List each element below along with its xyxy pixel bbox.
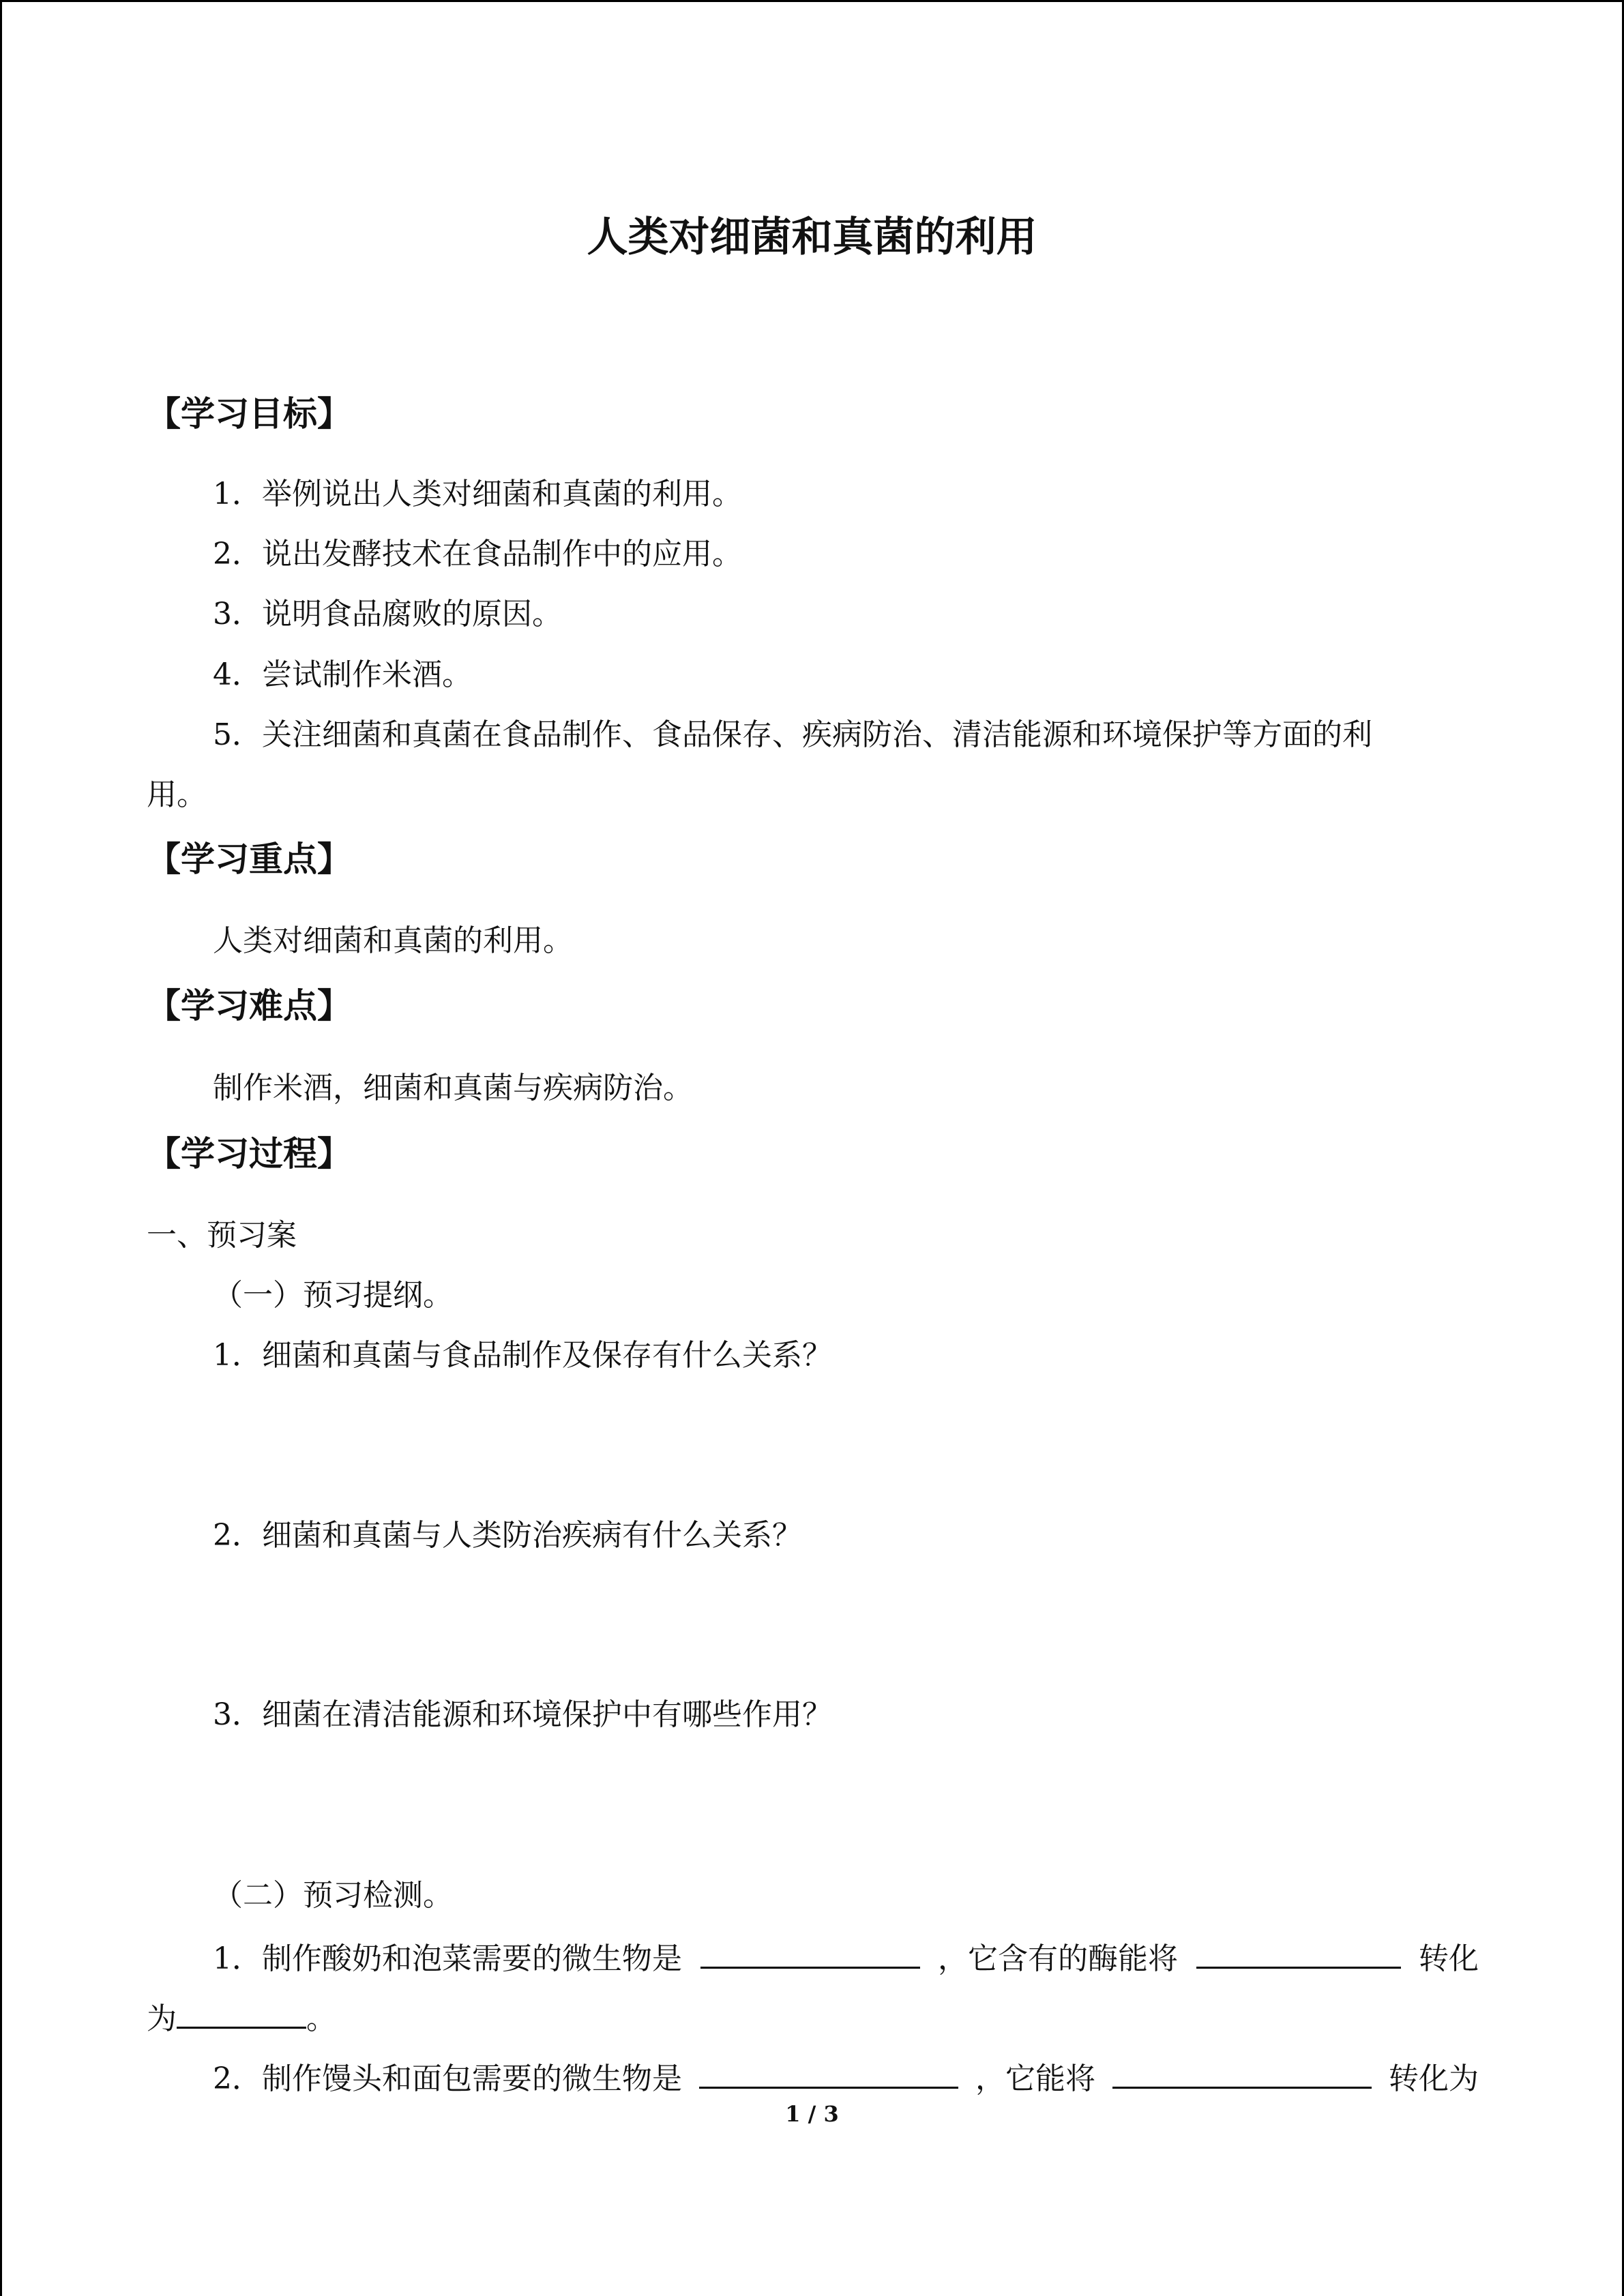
heading-difficulties: 【学习难点】 (147, 986, 351, 1026)
check-q1-line2-start: 为 (147, 2001, 177, 2036)
outline-question-1: 1．细菌和真菌与食品制作及保存有什么关系？ (213, 1338, 832, 1373)
check-q1-line2-end: 。 (306, 2001, 336, 2036)
heading-learning-objectives: 【学习目标】 (147, 394, 351, 434)
check-q1-text-b: ，它含有的酶能将 (938, 1941, 1178, 1976)
outline-question-2: 2．细菌和真菌与人类防治疾病有什么关系？ (213, 1518, 802, 1553)
difficulties-text: 制作米酒，细菌和真菌与疾病防治。 (213, 1071, 693, 1105)
objective-item-3: 3．说明食品腐败的原因。 (213, 597, 562, 631)
objective-item-5-continued: 用。 (147, 777, 207, 812)
check-question-1-continued (147, 1995, 336, 2040)
answer-blank[interactable] (177, 1995, 306, 2029)
check-q2-text-b: ，它能将 (975, 2061, 1095, 2096)
objective-item-2: 2．说出发酵技术在食品制作中的应用。 (213, 537, 742, 571)
page-title: 人类对细菌和真菌的利用 (587, 213, 1037, 261)
answer-blank[interactable] (700, 1935, 920, 1969)
page-number: 1 / 3 (785, 2101, 839, 2127)
objective-item-1: 1．举例说出人类对细菌和真菌的利用。 (213, 477, 742, 511)
check-q2-text-c: 转化为 (1389, 2061, 1479, 2096)
check-question-1 (213, 1935, 1479, 1980)
check-question-2 (213, 2055, 1479, 2100)
key-points-text: 人类对细菌和真菌的利用。 (213, 923, 573, 958)
answer-blank[interactable] (1112, 2055, 1372, 2089)
objective-item-4: 4．尝试制作米酒。 (213, 657, 472, 692)
answer-blank[interactable] (699, 2055, 958, 2089)
part-1-title: 一、预习案 (147, 1218, 297, 1253)
heading-learning-process: 【学习过程】 (147, 1134, 351, 1174)
check-q1-text-c: 转化 (1419, 1941, 1479, 1976)
check-q1-text-a: 1．制作酸奶和泡菜需要的微生物是 (213, 1941, 682, 1976)
heading-key-points: 【学习重点】 (147, 839, 351, 879)
outline-title: （一）预习提纲。 (213, 1278, 453, 1313)
answer-blank[interactable] (1196, 1935, 1401, 1969)
check-title: （二）预习检测。 (213, 1878, 453, 1913)
outline-question-3: 3．细菌在清洁能源和环境保护中有哪些作用？ (213, 1697, 832, 1732)
objective-item-5: 5．关注细菌和真菌在食品制作、食品保存、疾病防治、清洁能源和环境保护等方面的利 (213, 717, 1372, 752)
check-q2-text-a: 2．制作馒头和面包需要的微生物是 (213, 2061, 682, 2096)
